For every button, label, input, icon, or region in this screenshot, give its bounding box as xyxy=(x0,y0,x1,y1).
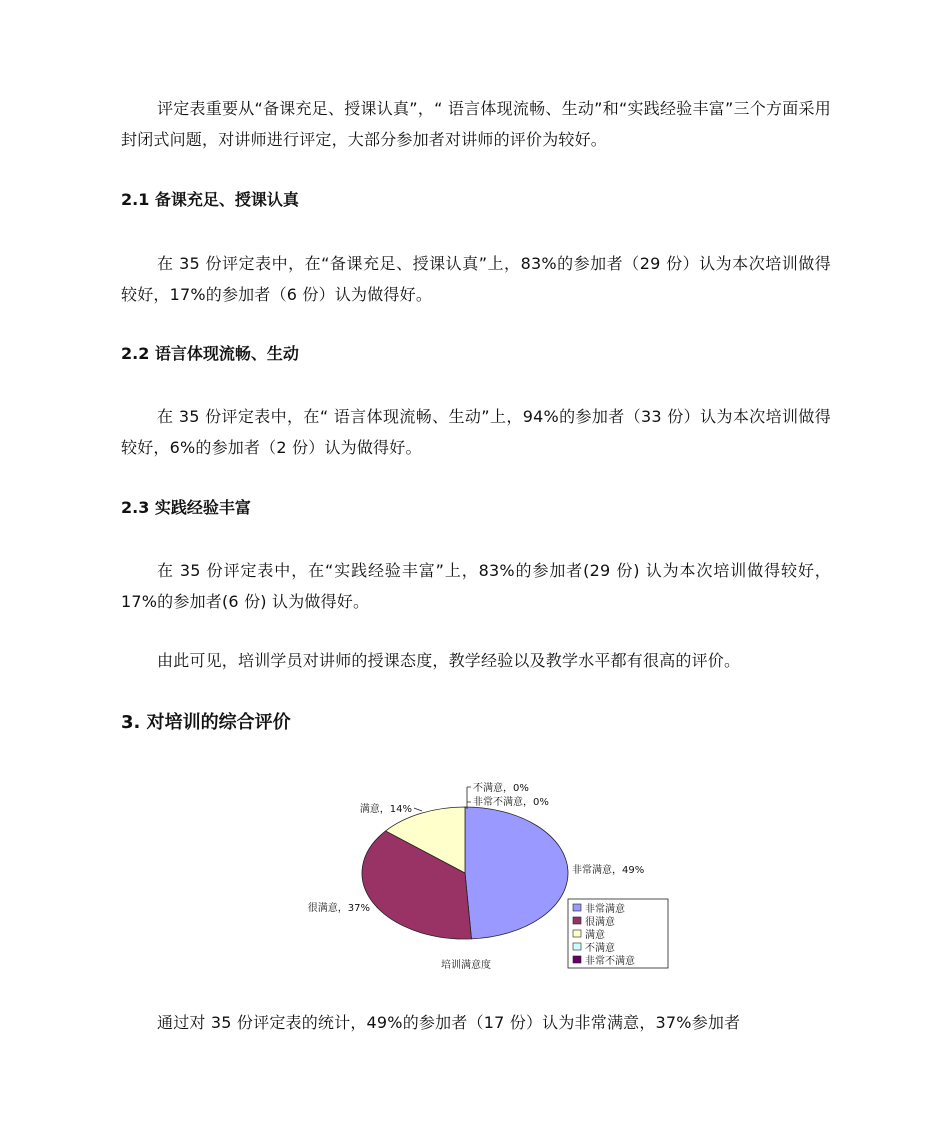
pie-slice-label-2: 很满意，37% xyxy=(307,903,370,914)
chart-title: 培训满意度 xyxy=(441,960,491,971)
paragraph-2-2: 在 35 份评定表中，在“ 语言体现流畅、生动”上，94%的参加者（33 份）认为本次培训做得较好，6%的参加者（2 份）认为做得好。 xyxy=(121,407,831,457)
heading-3: 3. 对培训的综合评价 xyxy=(121,712,291,733)
legend-swatch-3 xyxy=(573,930,581,937)
paragraph-conclusion: 由此可见，培训学员对讲师的授课态度，教学经验以及教学水平都有很高的评价。 xyxy=(157,651,741,670)
satisfaction-pie-chart xyxy=(270,775,690,975)
paragraph-2-1: 在 35 份评定表中，在“备课充足、授课认真”上，83%的参加者（29 份）认为本次培训做得较好，17%的参加者（6 份）认为做得好。 xyxy=(121,254,831,304)
legend-label-5: 非常不满意 xyxy=(585,956,635,967)
pie-slices xyxy=(362,807,568,939)
leader-line-1 xyxy=(467,787,471,809)
heading-2-3: 2.3 实践经验丰富 xyxy=(121,498,251,517)
legend-swatch-5 xyxy=(573,956,581,963)
legend-label-1: 非常满意 xyxy=(585,904,625,915)
pie-slice-label-1: 非常满意，49% xyxy=(572,865,645,876)
legend-swatch-2 xyxy=(573,917,581,924)
paragraph-overall: 通过对 35 份评定表的统计，49%的参加者（17 份）认为非常满意，37%参加者 xyxy=(157,1013,741,1032)
paragraph-intro: 评定表重要从“备课充足、授课认真”，“ 语言体现流畅、生动”和“实践经验丰富”三个方面采用封闭式问题，对讲师进行评定，大部分参加者对讲师的评价为较好。 xyxy=(121,99,831,149)
legend-label-4: 不满意 xyxy=(585,943,615,954)
chart-legend xyxy=(568,899,668,968)
legend-swatch-1 xyxy=(573,904,581,911)
pie-slice-1 xyxy=(465,807,568,939)
legend-label-2: 很满意 xyxy=(585,917,615,928)
paragraph-2-3: 在 35 份评定表中，在“实践经验丰富”上，83%的参加者(29 份) 认为本次培训做得较好，17%的参加者(6 份) 认为做得好。 xyxy=(121,561,831,611)
heading-2-1: 2.1 备课充足、授课认真 xyxy=(121,190,299,209)
pie-slice-label-3: 满意，14% xyxy=(359,804,412,815)
pie-slice-label-5: 非常不满意，0% xyxy=(473,797,549,808)
legend-swatch-4 xyxy=(573,943,581,950)
legend-label-3: 满意 xyxy=(585,930,605,941)
pie-slice-label-4: 不满意，0% xyxy=(473,783,529,794)
leader-line-2 xyxy=(414,808,422,811)
heading-2-2: 2.2 语言体现流畅、生动 xyxy=(121,344,299,363)
